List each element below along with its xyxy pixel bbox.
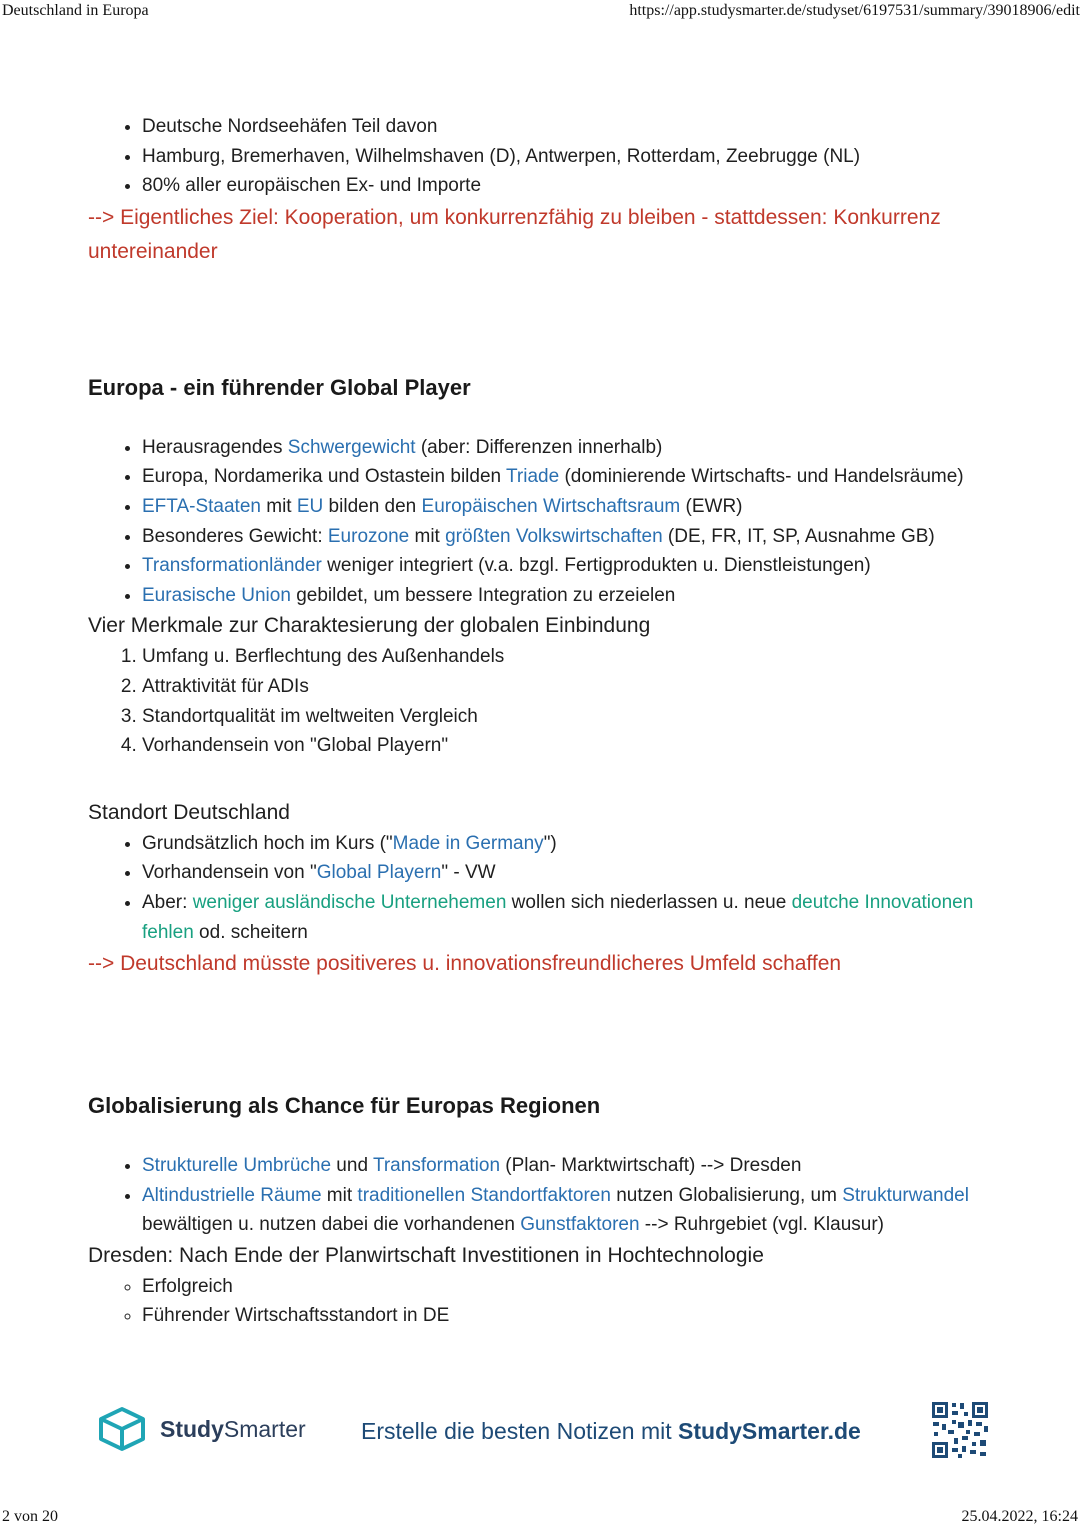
keyword: EU bbox=[296, 495, 324, 517]
list-item: ◦ Führender Wirtschaftsstandort in DE bbox=[142, 1301, 994, 1331]
keyword: Altindustrielle Räume bbox=[142, 1184, 322, 1206]
qr-code-icon[interactable] bbox=[930, 1400, 990, 1460]
list-item: 4. Vorhandensein von "Global Playern" bbox=[142, 731, 994, 761]
keyword: traditionellen Standortfaktoren bbox=[357, 1184, 611, 1206]
keyword: Eurasische Union bbox=[142, 584, 291, 606]
dresden-list bbox=[88, 1272, 994, 1331]
list-item: • Europa, Nordamerika und Ostastein bilden Triade (dominierende Wirtschafts- und Handelsräume) bbox=[142, 462, 994, 492]
list-item: • Transformationländer weniger integriert (v.a. bzgl. Fertigprodukten u. Dienstleistungen) bbox=[142, 551, 994, 581]
list-item: • Eurasische Union gebildet, um bessere Integration zu erzeielen bbox=[142, 581, 994, 611]
keyword: Eurozone bbox=[327, 525, 410, 547]
list-item: • Altindustrielle Räume mit traditionellen Standortfaktoren nutzen Globalisierung, um Strukturwandel bewältigen u. nutzen dabei die vorhandenen Gunstfaktoren --> Ruhrgebiet (vgl. Klausur) bbox=[142, 1181, 994, 1240]
keyword: Strukturwandel bbox=[842, 1184, 969, 1206]
print-datetime: 25.04.2022, 16:24 bbox=[961, 1508, 1078, 1525]
keyword: Transformationländer bbox=[142, 555, 322, 577]
studysmarter-cube-icon bbox=[96, 1406, 148, 1452]
ports-list bbox=[88, 112, 994, 201]
conclusion-note: --> Deutschland müsste positiveres u. innovationsfreundlicheres Umfeld schaffen bbox=[88, 952, 842, 976]
list-item: ◦ Erfolgreich bbox=[142, 1272, 994, 1302]
globalisierung-list bbox=[88, 1151, 994, 1240]
list-item: • Hamburg, Bremerhaven, Wilhelmshaven (D), Antwerpen, Rotterdam, Zeebrugge (NL) bbox=[142, 142, 994, 172]
summary-content bbox=[88, 112, 994, 1331]
section-heading-globalisierung: Globalisierung als Chance für Europas Regionen bbox=[88, 1093, 601, 1119]
list-item: • Strukturelle Umbrüche und Transformation (Plan- Marktwirtschaft) --> Dresden bbox=[142, 1151, 994, 1181]
list-item: 3. Standortqualität im weltweiten Vergleich bbox=[142, 702, 994, 732]
keyword: Europäischen Wirtschaftsraum bbox=[421, 495, 681, 517]
merkmale-list bbox=[88, 642, 994, 760]
page-number: 2 von 20 bbox=[2, 1508, 58, 1525]
footer-cta[interactable]: Erstelle die besten Notizen mit StudySmarter.de bbox=[361, 1418, 861, 1444]
list-item: • EFTA-Staaten mit EU bilden den Europäischen Wirtschaftsraum (EWR) bbox=[142, 492, 994, 522]
keyword: weniger ausländische Unternehemen bbox=[192, 891, 507, 913]
keyword: Transformation bbox=[372, 1155, 501, 1177]
list-item: 1. Umfang u. Berflechtung des Außenhandels bbox=[142, 642, 994, 672]
keyword: deutche Innovationen fehlen bbox=[142, 891, 974, 943]
section-heading-global-player: Europa - ein führender Global Player bbox=[88, 374, 471, 400]
subheading-standort: Standort Deutschland bbox=[88, 800, 290, 824]
keyword: Made in Germany bbox=[392, 832, 544, 854]
studysmarter-logo[interactable] bbox=[96, 1406, 306, 1452]
subheading-merkmale: Vier Merkmale zur Charaktesierung der globalen Einbindung bbox=[88, 614, 651, 638]
browser-page-title: Deutschland in Europa bbox=[2, 2, 149, 19]
list-item: • Deutsche Nordseehäfen Teil davon bbox=[142, 112, 994, 142]
subheading-dresden: Dresden: Nach Ende der Planwirtschaft Investitionen in Hochtechnologie bbox=[88, 1243, 764, 1267]
list-item: • 80% aller europäischen Ex- und Importe bbox=[142, 171, 994, 201]
list-item: • Vorhandensein von "Global Playern" - VW bbox=[142, 858, 994, 888]
conclusion-note: --> Eigentliches Ziel: Kooperation, um konkurrenzfähig zu bleiben - stattdessen: Konkurrenz untereinander bbox=[88, 205, 941, 263]
list-item: 2. Attraktivität für ADIs bbox=[142, 672, 994, 702]
browser-page-url[interactable]: https://app.studysmarter.de/studyset/6197531/summary/39018906/edit bbox=[629, 2, 1080, 19]
keyword: Schwergewicht bbox=[287, 436, 416, 458]
keyword: EFTA-Staaten bbox=[142, 495, 261, 517]
keyword: größten Volkswirtschaften bbox=[445, 525, 663, 547]
list-item: • Herausragendes Schwergewicht (aber: Differenzen innerhalb) bbox=[142, 433, 994, 463]
list-item: • Grundsätzlich hoch im Kurs ("Made in Germany") bbox=[142, 829, 994, 859]
keyword: Gunstfaktoren bbox=[520, 1214, 640, 1236]
keyword: Strukturelle Umbrüche bbox=[142, 1155, 332, 1177]
global-player-list bbox=[88, 433, 994, 611]
keyword: Triade bbox=[506, 466, 560, 488]
keyword: Global Playern bbox=[316, 862, 442, 884]
list-item: • Besonderes Gewicht: Eurozone mit größten Volkswirtschaften (DE, FR, IT, SP, Ausnahme GB) bbox=[142, 522, 994, 552]
standort-list bbox=[88, 829, 994, 947]
list-item: • Aber: weniger ausländische Unternehemen wollen sich niederlassen u. neue deutche Innovationen fehlen od. scheitern bbox=[142, 888, 994, 947]
logo-wordmark: StudySmarter bbox=[160, 1415, 306, 1442]
